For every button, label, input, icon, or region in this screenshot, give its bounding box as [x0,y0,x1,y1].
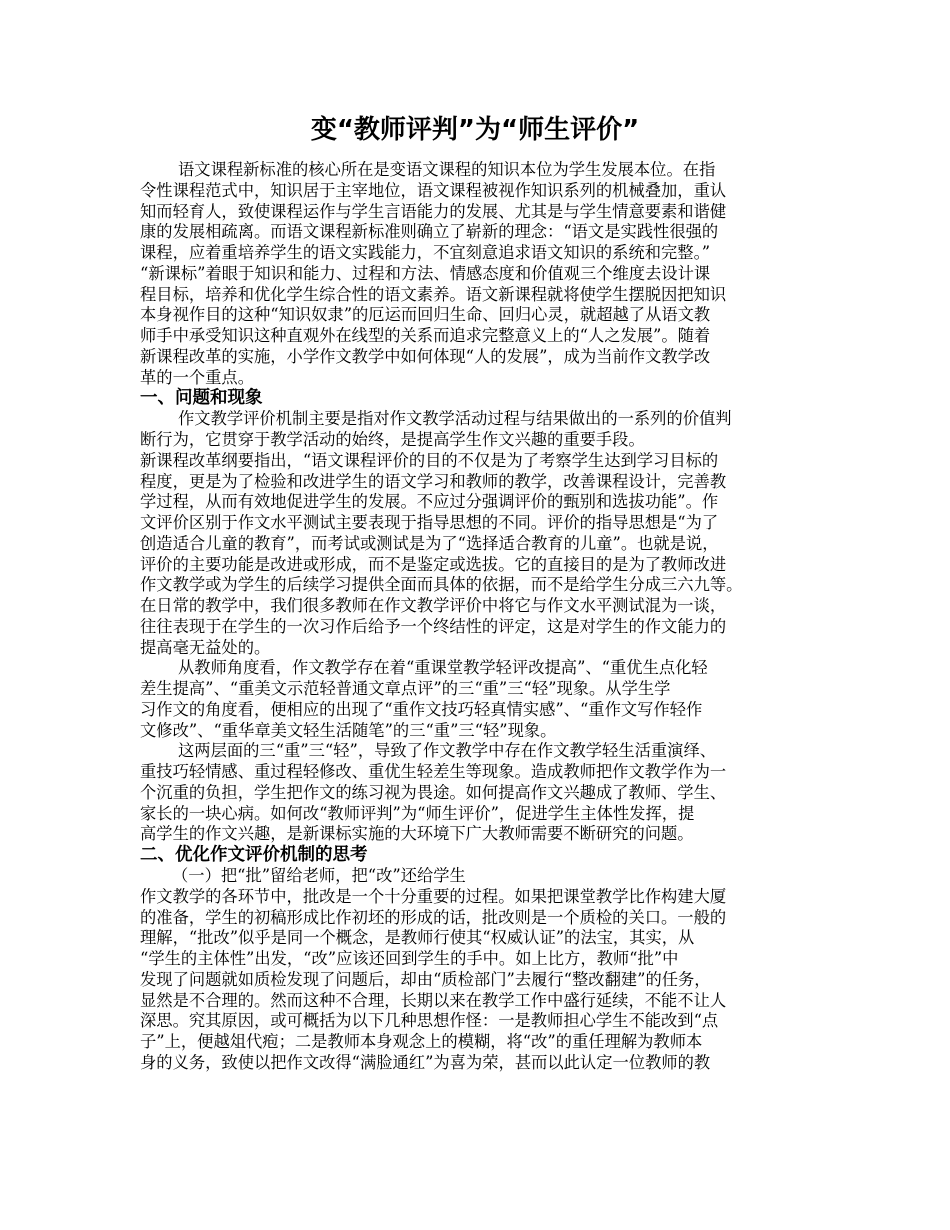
section1-paragraph-4 [140,741,810,845]
text-line: 子”上，便越俎代疱；二是教师本身观念上的模糊，将“改”的重任理解为教师本 [140,1032,703,1051]
text-line: 深思。究其原因，或可概括为以下几种思想作怪：一是教师担心学生不能改到“点 [140,1011,719,1031]
text-line: 理解，“批改”似乎是同一个概念，是教师行使其“权威认证”的法宝，其实，从 [140,928,695,948]
text-line: 重技巧轻情感、重过程轻修改、重优生轻差生等现象。造成教师把作文教学作为一 [140,762,727,781]
section1-paragraph-2 [140,451,810,659]
text-line: 在日常的教学中，我们很多教师在作文教学评价中将它与作文水平测试混为一谈， [140,596,727,615]
subsection-heading: （一）把“批”留给老师，把“改”还给学生 [172,866,466,885]
text-line: 语文课程新标准的核心所在是变语文课程的知识本位为学生发展本位。在指 [178,160,716,179]
section-heading: 二、优化作文评价机制的思考 [140,845,368,865]
text-line: 习作文的角度看，便相应的出现了“重作文技巧轻真情实感”、“重作文写作轻作 [140,699,703,719]
document-body [140,160,810,1074]
text-line: 学过程，从而有效地促进学生的发展。不应过分强调评价的甄别和选拔功能”。作 [140,492,719,512]
text-line: 提高毫无益处的。 [140,637,271,657]
text-line: 差生提高”、“重美文示范轻普通文章点评”的三“重”三“轻”现象。从学生学 [140,679,671,698]
text-line: 革的一个重点。 [140,367,254,387]
text-line: 的准备，学生的初稿形成比作初坯的形成的话，批改则是一个质检的关口。一般的 [140,907,727,927]
text-line: 作文教学的各环节中，批改是一个十分重要的过程。如果把课堂教学比作构建大厦 [140,886,727,906]
text-line: 康的发展相疏离。而语文课程新标准则确立了崭新的理念：“语文是实践性很强的 [140,222,719,242]
text-line: 本身视作目的这种“知识奴隶”的厄运而回归生命、回归心灵，就超越了从语文教 [140,305,711,325]
text-line: 新课程改革纲要指出，“语文课程评价的目的不仅是为了考察学生达到学习目标的 [140,450,719,470]
text-line: “新课标”着眼于知识和能力、过程和方法、情感态度和价值观三个维度去设计课 [140,263,711,283]
text-line: 新课程改革的实施，小学作文教学中如何体现“人的发展”，成为当前作文教学改 [140,346,711,366]
text-line: 显然是不合理的。然而这种不合理，长期以来在教学工作中盛行延续，不能不让人 [140,990,727,1010]
text-line: 这两层面的三“重”三“轻”，导致了作文教学中存在作文教学轻生活重演绎、 [178,741,717,761]
text-line: 作文教学评价机制主要是指对作文教学活动过程与结果做出的一系列的价值判 [178,409,732,429]
text-line: 课程，应着重培养学生的语文实践能力，不宜刻意追求语文知识的系统和完整。” [140,243,711,262]
section-heading: 一、问题和现象 [140,388,263,409]
text-line: 创造适合儿童的教育”，而考试或测试是为了“选择适合教育的儿童”。也就是说， [140,533,719,553]
text-line: 程目标，培养和优化学生综合性的语文素养。语文新课程就将使学生摆脱因把知识 [140,284,727,304]
document-title: 变“教师评判”为“师生评价” [310,115,640,145]
section1-paragraph-3 [140,658,810,741]
text-line: 身的义务，致使以把作文改得“满脸通红”为喜为荣，甚而以此认定一位教师的教 [140,1052,711,1072]
text-line: 文修改”、“重华章美文轻生活随笔”的三“重”三“轻”现象。 [140,720,557,740]
text-line: 知而轻育人，致使课程运作与学生言语能力的发展、尤其是与学生情意要素和谐健 [140,201,727,221]
text-line: 高学生的作文兴趣，是新课标实施的大环境下广大教师需要不断研究的问题。 [140,824,694,844]
text-line: “学生的主体性”出发，“改”应该还回到学生的手中。如上比方，教师“批”中 [140,949,679,968]
text-line: 令性课程范式中，知识居于主宰地位，语文课程被视作知识系列的机械叠加，重认 [140,180,727,200]
text-line: 个沉重的负担，学生把作文的练习视为畏途。如何提高作文兴趣成了教师、学生、 [140,782,727,802]
text-line: 从教师角度看，作文教学存在着“重课堂教学轻评改提高”、“重优生点化轻 [178,658,708,678]
text-line: 文评价区别于作文水平测试主要表现于指导思想的不同。评价的指导思想是“为了 [140,513,719,532]
text-line: 评价的主要功能是改进或形成，而不是鉴定或选拔。它的直接目的是为了教师改进 [140,554,727,574]
text-line: 断行为，它贯穿于教学活动的始终，是提高学生作文兴趣的重要手段。 [140,430,645,449]
text-line: 作文教学或为学生的后续学习提供全面而具体的依据，而不是给学生分成三六九等。 [140,575,743,595]
text-line: 师手中承受知识这种直观外在线型的关系而追求完整意义上的“人之发展”。随着 [140,326,711,345]
text-line: 往往表现于在学生的一次习作后给予一个终结性的评定，这是对学生的作文能力的 [140,616,727,636]
intro-paragraph [140,160,810,388]
section2-paragraph-1 [140,887,810,1074]
section1-paragraph-1 [140,409,810,451]
text-line: 发现了问题就如质检发现了问题后，却由“质检部门”去履行“整改翻建”的任务， [140,969,711,989]
text-line: 程度，更是为了检验和改进学生的语文学习和教师的教学，改善课程设计，完善教 [140,471,727,491]
text-line: 家长的一块心病。如何改“教师评判”为“师生评价”，促进学生主体性发挥，提 [140,803,695,823]
